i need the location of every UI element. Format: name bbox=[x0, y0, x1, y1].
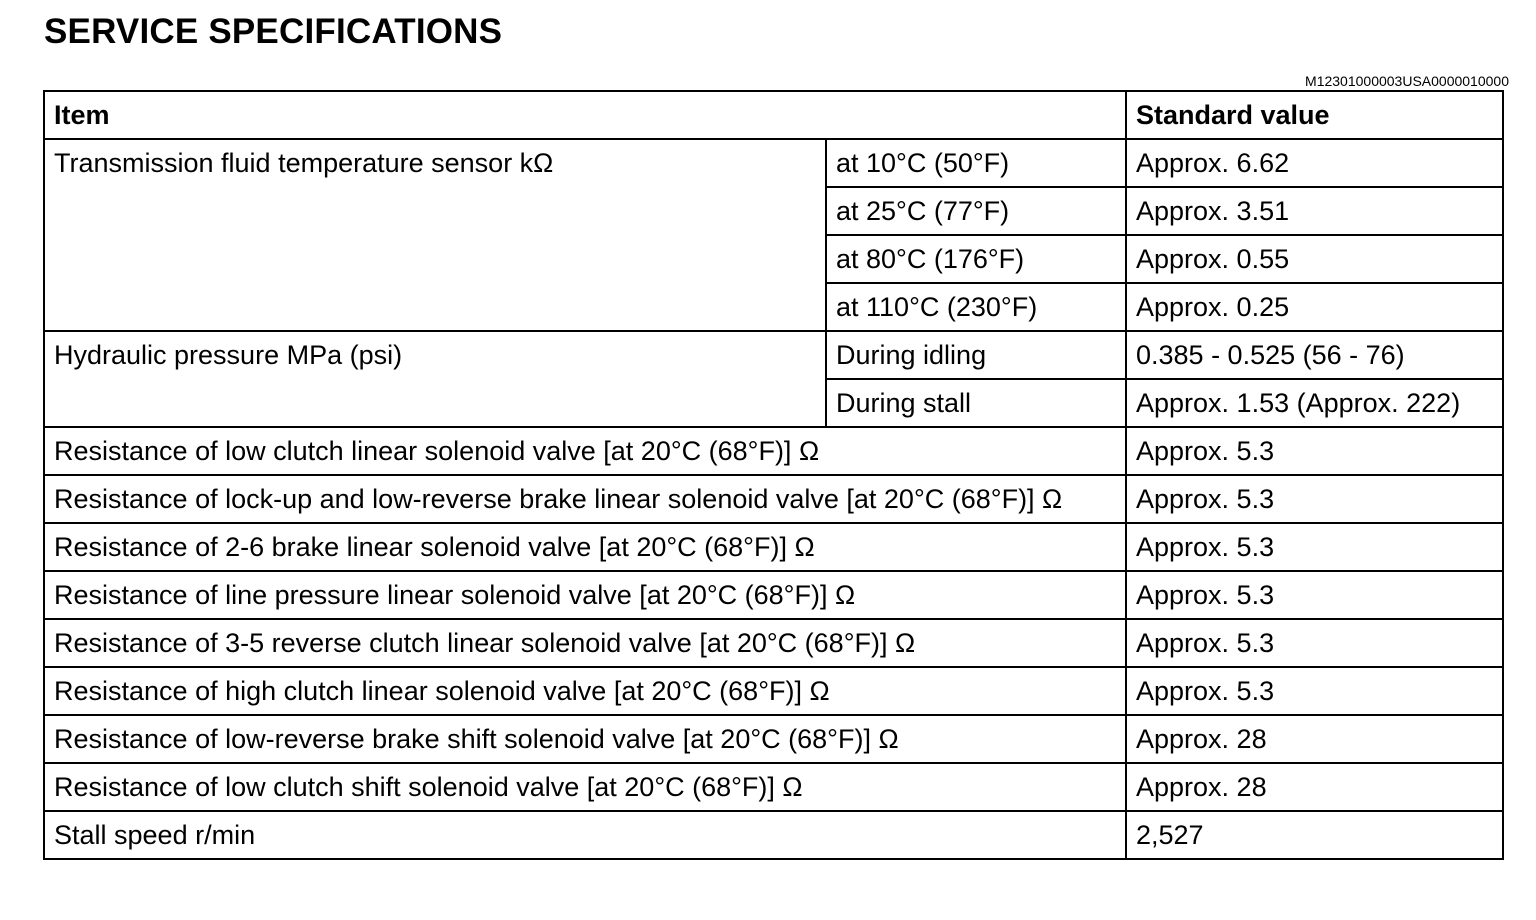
item-cell-hydraulic: Hydraulic pressure MPa (psi) bbox=[44, 331, 826, 427]
column-header-standard-value: Standard value bbox=[1126, 91, 1503, 139]
column-header-item: Item bbox=[44, 91, 1126, 139]
table-row bbox=[44, 811, 1503, 859]
service-specifications-table bbox=[43, 90, 1504, 860]
value-cell: Approx. 5.3 bbox=[1126, 571, 1503, 619]
value-cell: Approx. 28 bbox=[1126, 715, 1503, 763]
value-cell: Approx. 5.3 bbox=[1126, 475, 1503, 523]
item-cell: Stall speed r/min bbox=[44, 811, 1126, 859]
table-row bbox=[44, 715, 1503, 763]
item-cell-sensor: Transmission fluid temperature sensor kΩ bbox=[44, 139, 826, 331]
value-cell: Approx. 5.3 bbox=[1126, 619, 1503, 667]
table-row bbox=[44, 667, 1503, 715]
condition-cell: at 110°C (230°F) bbox=[826, 283, 1126, 331]
item-cell: Resistance of 2-6 brake linear solenoid valve [at 20°C (68°F)] Ω bbox=[44, 523, 1126, 571]
condition-cell: During idling bbox=[826, 331, 1126, 379]
table-row bbox=[44, 139, 1503, 187]
item-cell: Resistance of 3-5 reverse clutch linear solenoid valve [at 20°C (68°F)] Ω bbox=[44, 619, 1126, 667]
table-row bbox=[44, 523, 1503, 571]
table-row bbox=[44, 427, 1503, 475]
item-cell: Resistance of low clutch shift solenoid valve [at 20°C (68°F)] Ω bbox=[44, 763, 1126, 811]
table-row bbox=[44, 571, 1503, 619]
condition-cell: at 80°C (176°F) bbox=[826, 235, 1126, 283]
item-cell: Resistance of line pressure linear solenoid valve [at 20°C (68°F)] Ω bbox=[44, 571, 1126, 619]
table-row bbox=[44, 331, 1503, 379]
value-cell: 0.385 - 0.525 (56 - 76) bbox=[1126, 331, 1503, 379]
item-cell: Resistance of low clutch linear solenoid valve [at 20°C (68°F)] Ω bbox=[44, 427, 1126, 475]
item-cell: Resistance of high clutch linear solenoid valve [at 20°C (68°F)] Ω bbox=[44, 667, 1126, 715]
condition-cell: at 10°C (50°F) bbox=[826, 139, 1126, 187]
table-row bbox=[44, 475, 1503, 523]
value-cell: Approx. 5.3 bbox=[1126, 667, 1503, 715]
value-cell: Approx. 6.62 bbox=[1126, 139, 1503, 187]
value-cell: Approx. 28 bbox=[1126, 763, 1503, 811]
value-cell: Approx. 1.53 (Approx. 222) bbox=[1126, 379, 1503, 427]
value-cell: Approx. 5.3 bbox=[1126, 523, 1503, 571]
table-row bbox=[44, 619, 1503, 667]
table-header-row bbox=[44, 91, 1503, 139]
value-cell: 2,527 bbox=[1126, 811, 1503, 859]
table-row bbox=[44, 763, 1503, 811]
value-cell: Approx. 5.3 bbox=[1126, 427, 1503, 475]
item-cell: Resistance of low-reverse brake shift solenoid valve [at 20°C (68°F)] Ω bbox=[44, 715, 1126, 763]
condition-cell: During stall bbox=[826, 379, 1126, 427]
item-cell: Resistance of lock-up and low-reverse brake linear solenoid valve [at 20°C (68°F)] Ω bbox=[44, 475, 1126, 523]
document-code: M12301000003USA0000010000 bbox=[1305, 73, 1509, 89]
value-cell: Approx. 0.55 bbox=[1126, 235, 1503, 283]
value-cell: Approx. 3.51 bbox=[1126, 187, 1503, 235]
page-title: SERVICE SPECIFICATIONS bbox=[44, 12, 503, 51]
value-cell: Approx. 0.25 bbox=[1126, 283, 1503, 331]
condition-cell: at 25°C (77°F) bbox=[826, 187, 1126, 235]
